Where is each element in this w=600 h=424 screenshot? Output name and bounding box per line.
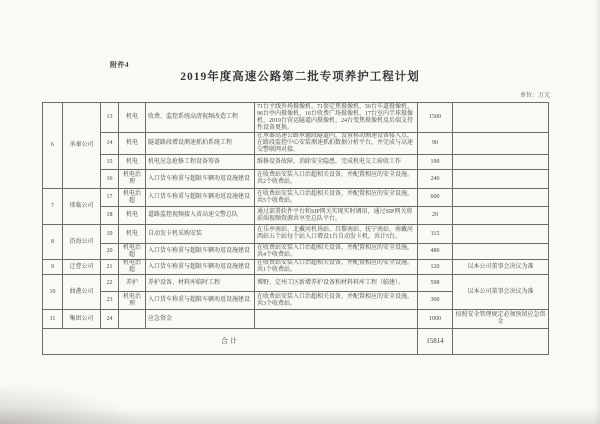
content-cell: 在收费站安装入口治超相关设备，并配置相应的安全设施，共1个收费站。 (255, 260, 418, 275)
content-cell (255, 310, 418, 329)
table-row (43, 275, 549, 292)
content-cell: 在收费站安装入口治超相关设备，并配置相应的安全设施，共4个收费站。 (255, 244, 418, 260)
maintenance-plan-table (42, 102, 549, 355)
amount-cell: 480 (418, 244, 453, 260)
project-name-cell: 道路监控视频接入省高速交警总队 (146, 207, 255, 225)
note-cell: 以本公司董事会决议为准 (453, 275, 549, 310)
table-row (43, 244, 549, 260)
company-cell: 邢临公司 (63, 189, 101, 225)
note-cell: 按照安全管理规定必须预留应急资金 (453, 310, 549, 329)
note-cell (453, 189, 549, 207)
note-cell (453, 103, 549, 133)
seq-cell: 22 (101, 275, 119, 292)
table-row (43, 207, 549, 225)
category-cell: 机电治超 (119, 189, 146, 207)
group-number-cell: 6 (43, 103, 63, 189)
company-cell: 集团公司 (63, 310, 101, 329)
project-name-cell: 应急资金 (146, 310, 255, 329)
group-number-cell: 10 (43, 275, 63, 310)
project-name-cell: 机电应急抢修工程设备筹备 (146, 155, 255, 170)
company-cell: 迁曹公司 (63, 260, 101, 275)
note-cell (453, 225, 549, 244)
project-name-cell: 收费、监控系统高清视频改造工程 (146, 103, 255, 133)
category-cell: 养护 (119, 275, 146, 292)
category-cell: 机电 (119, 207, 146, 225)
seq-cell: 14 (101, 133, 119, 155)
content-cell: 在乐亭南站、北戴河机场站、昌黎南站、抚宁南站、南戴河西站五个站每个站入口增设1台自动发卡机，共计5台。 (255, 225, 418, 244)
amount-cell: 90 (418, 133, 453, 155)
amount-cell: 600 (418, 189, 453, 207)
seq-cell: 23 (101, 292, 119, 310)
scan-corner-shadow (0, 384, 140, 424)
project-name-cell: 自动发卡机采购安装 (146, 225, 255, 244)
table-row (43, 133, 549, 155)
project-name-cell: 入口货车称重与超限车辆劝返设施建设 (146, 244, 255, 260)
content-cell: 博野、定州工区新增养护设备和材料料库工程（临建）。 (255, 275, 418, 292)
seq-cell: 18 (101, 207, 119, 225)
note-cell (453, 207, 549, 225)
seq-cell: 13 (101, 103, 119, 133)
company-cell: 沿海公司 (63, 225, 101, 260)
note-cell (453, 244, 549, 260)
table-row (43, 189, 549, 207)
group-number-cell: 7 (43, 189, 63, 225)
category-cell: 机电治理 (119, 292, 146, 310)
amount-cell: 115 (418, 225, 453, 244)
project-name-cell: 隧道路段增设测速抓拍系统工程 (146, 133, 255, 155)
amount-cell: 190 (418, 155, 453, 170)
project-name-cell: 入口货车称重与超限车辆劝返设施建设 (146, 260, 255, 275)
project-name-cell: 养护设备、材料库临时工程 (146, 275, 255, 292)
content-cell: 在收费站安装入口治超相关设备，并配置相应的安全设施，共5个收费站。 (255, 189, 418, 207)
unit-label: 单位：万元 (519, 93, 550, 99)
category-cell: 机电治超 (119, 260, 146, 275)
seq-cell: 20 (101, 244, 119, 260)
seq-cell: 21 (101, 260, 119, 275)
table-row (43, 260, 549, 275)
category-cell: 机电 (119, 225, 146, 244)
content-cell: 维修设备故障，消除安全隐患，完成机电交工验收工作 (255, 155, 418, 170)
category-cell: 机电 (119, 103, 146, 133)
content-cell: 在收费站安装入口治超相关设备，并配置相应的安全设施，共3个收费站。 (255, 292, 418, 310)
seq-cell: 15 (101, 155, 119, 170)
table-row (43, 103, 549, 133)
amount-cell: 1000 (418, 310, 453, 329)
note-cell (453, 133, 549, 155)
amount-cell: 120 (418, 260, 453, 275)
total-row (43, 329, 549, 355)
seq-cell: 16 (101, 170, 119, 189)
seq-cell: 17 (101, 189, 119, 207)
content-cell: 在收费站安装入口治超相关设备，并配置相应的安全设施，共2个收费站。 (255, 170, 418, 189)
company-cell: 承秦公司 (63, 103, 101, 189)
scan-edge-shadow (594, 0, 600, 424)
seq-cell: 19 (101, 225, 119, 244)
scan-edge-shadow (0, 408, 600, 424)
project-name-cell: 入口货车称重与超限车辆劝返设施建设 (146, 189, 255, 207)
category-cell: 机电治理 (119, 170, 146, 189)
page-title: 2019年度高速公路第二批专项养护工程计划 (180, 71, 420, 83)
table-row (43, 310, 549, 329)
category-cell: 机电 (119, 155, 146, 170)
note-cell: 以本公司董事会决议为准 (453, 260, 549, 275)
amount-cell: 240 (418, 170, 453, 189)
total-label-cell: 合计 (43, 329, 418, 355)
amount-cell: 360 (418, 292, 453, 310)
group-number-cell: 9 (43, 260, 63, 275)
project-name-cell: 入口货车称重与超限车辆劝返设施建设 (146, 292, 255, 310)
group-number-cell: 11 (43, 310, 63, 329)
seq-cell: 24 (101, 310, 119, 329)
category-cell: 机电治超 (119, 244, 146, 260)
category-cell: 机电 (119, 133, 146, 155)
table-row (43, 170, 549, 189)
amount-cell: 29 (418, 207, 453, 225)
category-cell (119, 310, 146, 329)
attachment-label: 附件4 (110, 61, 129, 69)
content-cell: 在承秦高速公路承德段隧道内，设置移动测速设备接入点，在路段监控中心安装测速抓拍数据分析平台，并完成与高速交警联网对接。 (255, 133, 418, 155)
company-cell: 曲港公司 (63, 275, 101, 310)
content-cell: 通过部署软件平台和SIP网关实现实时调用，通过SIP网关将前端视频资源共享至总队平台。 (255, 207, 418, 225)
amount-cell: 1500 (418, 103, 453, 133)
note-cell (453, 155, 549, 170)
total-note-cell (453, 329, 549, 355)
project-name-cell: 入口货车称重与超限车辆劝返设施建设 (146, 170, 255, 189)
table-row (43, 225, 549, 244)
total-amount-cell: 15814 (418, 329, 453, 355)
amount-cell: 598 (418, 275, 453, 292)
group-number-cell: 8 (43, 225, 63, 260)
content-cell: 71台主线外场摄像机、71套定焦摄像机、56台车道摄像机、96台亭内摄像机、16台收费广场摄像机、17台室内半球摄像机、2019台营运隧道内摄像机、24台变焦摄像机及后端支持性设备更换。 (255, 103, 418, 133)
note-cell (453, 170, 549, 189)
table-row (43, 155, 549, 170)
